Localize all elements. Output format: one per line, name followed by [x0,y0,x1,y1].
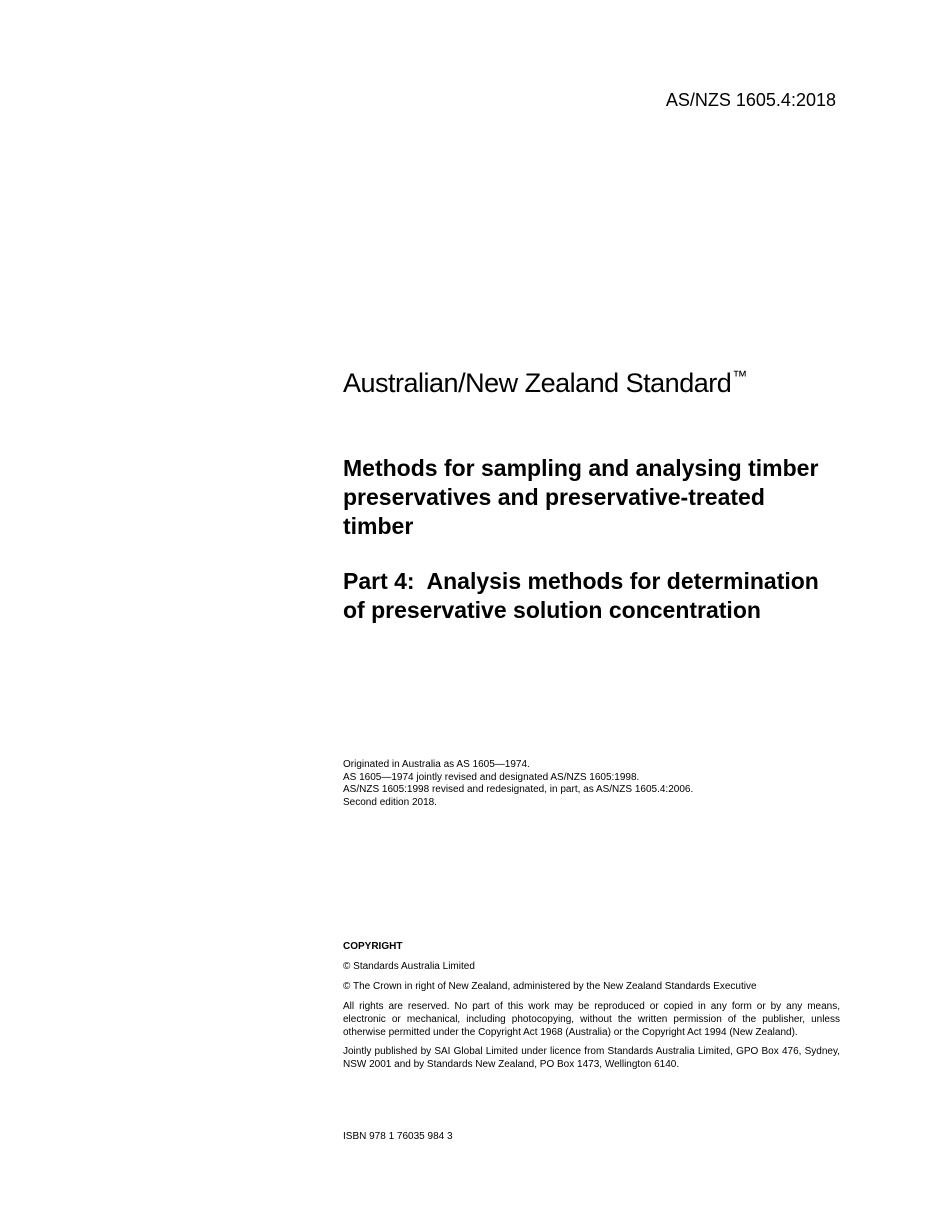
copyright-block [343,940,840,1077]
document-number: AS/NZS 1605.4:2018 [665,90,836,110]
history-line: Originated in Australia as AS 1605—1974. [343,759,530,770]
publication-history [343,759,840,809]
history-line: AS/NZS 1605:1998 revised and redesignated, in part, as AS/NZS 1605.4:2006. [343,784,694,795]
copyright-heading: COPYRIGHT [343,941,403,952]
document-title: Methods for sampling and analysing timber preservatives and preservative-treated timber [343,455,819,539]
isbn: ISBN 978 1 76035 984 3 [343,1131,453,1142]
copyright-owner-australia: © Standards Australia Limited [343,961,475,972]
rights-statement: All rights are reserved. No part of this work may be reproduced or copied in any form or by any means, electronic or mechanical, including photocopying, without the written permission of the publisher, unless otherwise permitted under the Copyright Act 1968 (Australia) or the Copyright Act 1994 (New Zealand). [343,1001,840,1038]
trademark-symbol: ™ [732,368,747,385]
history-line: AS 1605—1974 jointly revised and designated AS/NZS 1605:1998. [343,771,640,783]
standard-type-text: Australian/New Zealand Standard [343,368,732,398]
copyright-owner-new-zealand: © The Crown in right of New Zealand, administered by the New Zealand Standards Executive [343,981,757,992]
history-line: Second edition 2018. [343,796,437,808]
publisher-statement: Jointly published by SAI Global Limited under licence from Standards Australia Limited, GPO Box 476, Sydney, NSW 2001 and by Standards New Zealand, PO Box 1473, Wellington 6140. [343,1046,840,1070]
part-title: Part 4: Analysis methods for determination of preservative solution concentration [343,568,826,623]
standard-type-heading [343,360,840,400]
